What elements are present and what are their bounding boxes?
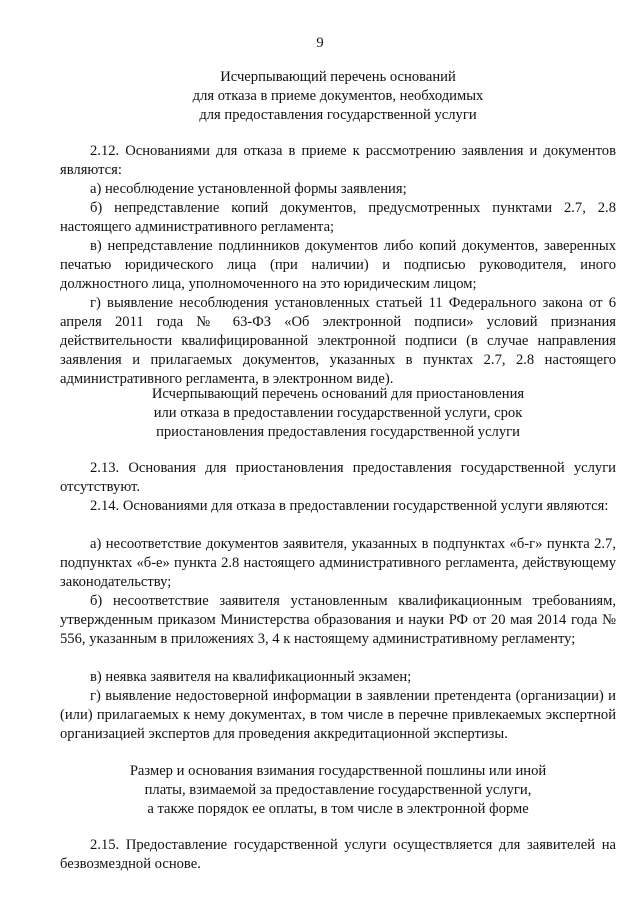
heading-line: или отказа в предоставлении государственной услуги, срок [153, 405, 523, 421]
heading-line: Исчерпывающий перечень оснований для приостановления [151, 386, 525, 402]
section-heading-refusal-acceptance [60, 68, 616, 125]
paragraph-2-12: 2.12. Основаниями для отказа в приеме к рассмотрению заявления и документов являются: [60, 143, 616, 178]
heading-line: а также порядок ее оплаты, в том числе в электронной форме [147, 801, 529, 817]
paragraph-2-12-v: в) непредставление подлинников документов либо копий документов, заверенных печатью юридического лица (при наличии) и подписью руководителя, иного должностного лица, уполномоченного на это юридическим лицом; [60, 238, 616, 292]
heading-line: Исчерпывающий перечень оснований [220, 69, 456, 85]
section-heading-fees [60, 762, 616, 819]
paragraph-2-14-a: а) несоответствие документов заявителя, указанных в подпунктах «б-г» пункта 2.7, подпунктах «б-е» пункта 2.8 настоящего административного регламента, действующему законодательству; [60, 536, 616, 590]
heading-line: платы, взимаемой за предоставление государственной услуги, [144, 782, 532, 798]
paragraph-2-15: 2.15. Предоставление государственной услуги осуществляется для заявителей на безвозмездной основе. [60, 837, 616, 872]
paragraph-2-12-g: г) выявление несоблюдения установленных статьей 11 Федерального закона от 6 апреля 2011 года № 63-ФЗ «Об электронной подписи» условий признания действительности квалифицированной электронной подписи (в случае направления заявления и прилагаемых документов, указанных в пунктах 2.7, 2.8 настоящего административного регламента, в электронном виде). [60, 295, 616, 387]
paragraph-2-12-b: б) непредставление копий документов, предусмотренных пунктами 2.7, 2.8 настоящего административного регламента; [60, 200, 616, 235]
heading-line: Размер и основания взимания государственной пошлины или иной [129, 763, 547, 779]
section-heading-suspension [60, 385, 616, 442]
page-number: 9 [316, 35, 324, 51]
paragraph-2-14-b: б) несоответствие заявителя установленным квалификационным требованиям, утвержденным приказом Министерства образования и науки РФ от 20 мая 2014 года № 556, указанным в приложениях 3, 4 к настоящему административному регламенту; [60, 593, 616, 647]
paragraph-2-14-g: г) выявление недостоверной информации в заявлении претендента (организации) и (или) прилагаемых к нему документах, в том числе в перечне привлекаемых экспертной организацией экспертов для проведения аккредитационной экспертизы. [60, 688, 616, 742]
paragraph-2-14-v: в) неявка заявителя на квалификационный экзамен; [90, 669, 412, 685]
paragraph-2-12-a: а) несоблюдение установленной формы заявления; [90, 181, 407, 197]
paragraph-2-14: 2.14. Основаниями для отказа в предоставлении государственной услуги являются: [90, 498, 609, 514]
heading-line: приостановления предоставления государственной услуги [156, 424, 520, 440]
heading-line: для отказа в приеме документов, необходимых [192, 88, 484, 104]
heading-line: для предоставления государственной услуги [199, 107, 477, 123]
paragraph-2-13: 2.13. Основания для приостановления предоставления государственной услуги отсутствуют. [60, 460, 616, 495]
